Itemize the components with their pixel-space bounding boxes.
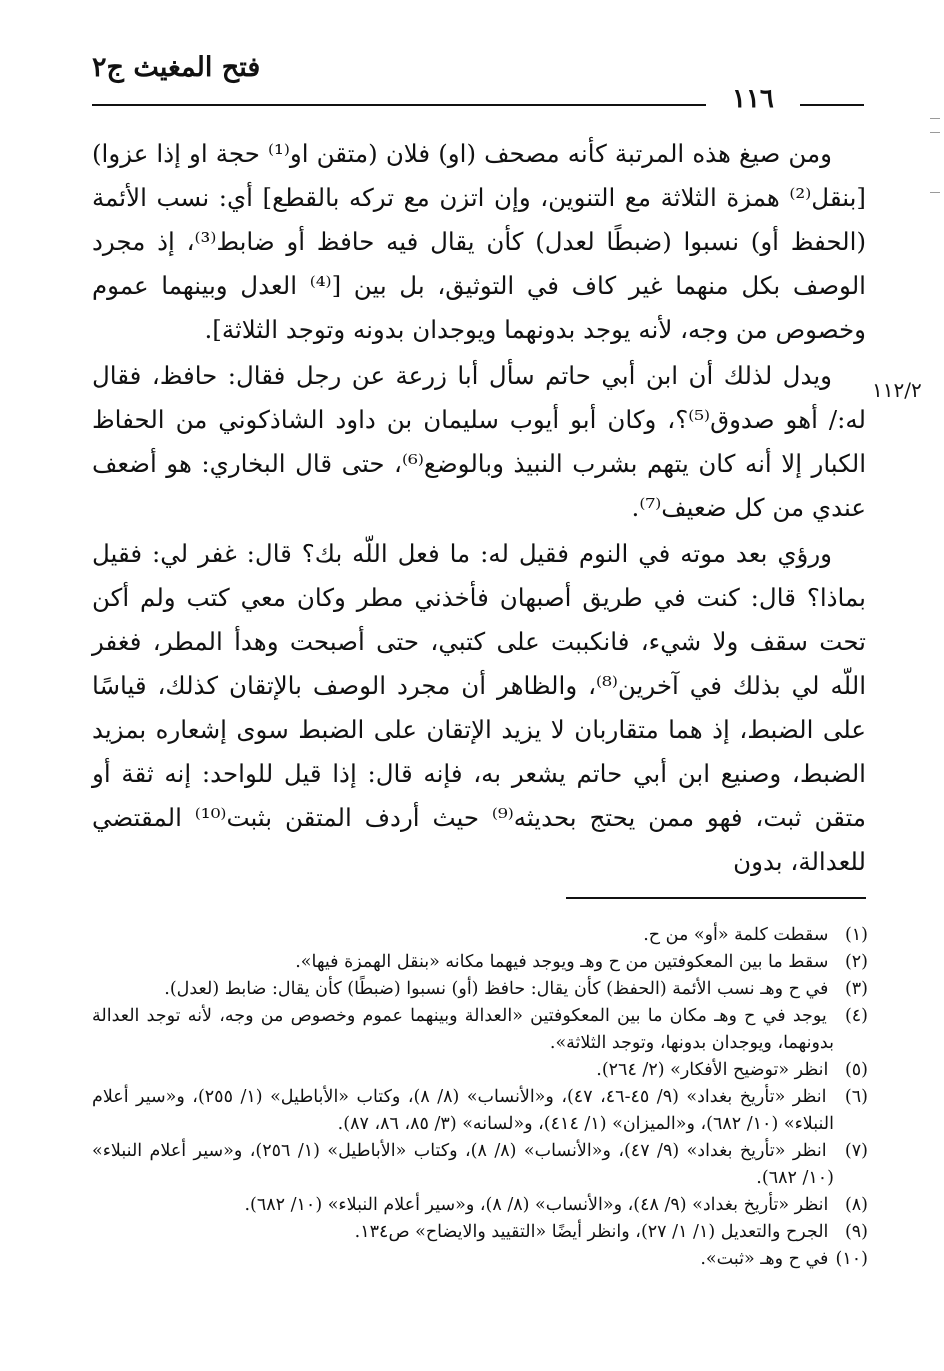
footnote (92, 976, 868, 1003)
footnote-text: انظر «تأريخ بغداد» (٩/ ٤٧)، و«الأنساب» (٨/ ٨)، وكتاب «الأباطيل» (١/ ٢٥٦)، و«سير أعلام النبلاء» (١٠/ ٦٨٢). (92, 1141, 834, 1188)
footnote-marker: (٧) (844, 1141, 868, 1161)
footnote-marker: (١٠) (835, 1249, 868, 1269)
scan-edge-mark (930, 192, 940, 193)
paragraph: ورؤي بعد موته في النوم فقيل له: ما فعل اللّه بك؟ قال: غفر لي: فقيل بماذا؟ قال: كنت في طريق أصبهان فأخذني مطر وكان معي كتب ولم أكن تحت سقف ولا شيء، فانكببت على كتبي، حتى أصبحت وهدأ المطر، فغفر اللّه لي بذلك في آخرين⁽⁸⁾، والظاهر أن مجرد الوصف بالإتقان كذلك، قياسًا على الضبط، إذ هما متقاربان لا يزيد الإتقان على الضبط سوى إشعاره بمزيد الضبط، وصنيع ابن أبي حاتم يشعر به، فإنه قال: إذا قيل للواحد: إنه ثقة أو متقن ثبت، فهو ممن يحتج بحديثه⁽⁹⁾ حيث أردف المتقن بثبت⁽¹⁰⁾ المقتضي للعدالة، بدون (92, 539, 867, 876)
footnote (92, 1219, 868, 1246)
footnote-text: انظر «تأريخ بغداد» (٩/ ٤٥-٤٦، ٤٧)، و«الأنساب» (٨/ ٨)، وكتاب «الأباطيل» (١/ ٢٥٥)، و«سير أعلام النبلاء» (١٠/ ٦٨٢)، و«الميزان» (١/ ٤١٤)، و«لسانه» (٣/ ٨٥، ٨٦، ٨٧). (92, 1087, 834, 1134)
footnote (92, 1084, 868, 1138)
footnote-text: في ح وهـ نسب الأئمة (الحفظ) كأن يقال: حافظ (أو) نسبوا (ضبطًا) كأن يقال: ضابط (لعدل). (164, 979, 829, 999)
footnote-text: انظر «توضيح الأفكار» (٢/ ٢٦٤). (596, 1060, 829, 1080)
footnote-marker: (٨) (844, 1195, 868, 1215)
footnote-marker: (٢) (844, 952, 868, 972)
footnote-text: سقط ما بين المعكوفتين من ح وهـ ويوجد فيهما مكانه «بنقل الهمزة فيها». (295, 952, 829, 972)
footnote (92, 922, 868, 949)
footnote-text: انظر «تأريخ بغداد» (٩/ ٤٨)، و«الأنساب» (٨/ ٨)، و«سير أعلام النبلاء» (١٠/ ٦٨٢). (244, 1195, 829, 1215)
footnote (92, 1192, 868, 1219)
footnote-marker: (١) (844, 925, 868, 945)
footnote (92, 1246, 868, 1273)
footnote (92, 1138, 868, 1192)
footnote-separator (566, 897, 866, 899)
main-text (92, 132, 866, 884)
page-number: ١١٦ (732, 84, 774, 114)
scan-edge-mark (930, 132, 940, 133)
footnote-text: سقطت كلمة «أو» من ح. (643, 925, 829, 945)
scan-edge-mark (930, 118, 940, 119)
footnote-text: في ح وهـ «ثبت». (700, 1249, 829, 1269)
footnote-marker: (٤) (844, 1006, 868, 1026)
header-rule (92, 104, 706, 106)
footnote (92, 949, 868, 976)
footnote-marker: (٥) (844, 1060, 868, 1080)
footnote-marker: (٩) (844, 1222, 868, 1242)
footnote-text: الجرح والتعديل (١/ ١/ ٢٧)، وانظر أيضًا «التقييد والايضاح» ص١٣٤. (354, 1222, 829, 1242)
paragraph: ومن صيغ هذه المرتبة كأنه مصحف (او) فلان (متقن او⁽¹⁾ حجة او إذا عزوا) [بنقل⁽²⁾ همزة الثلاثة مع التنوين، وإن اتزن مع تركه بالقطع] أي: نسب الأئمة (الحفظ أو) نسبوا (ضبطًا لعدل) كأن يقال فيه حافظ أو ضابط⁽³⁾، إذ مجرد الوصف بكل منهما غير كاف في التوثيق، بل بين [⁽⁴⁾ العدل وبينهما عموم وخصوص من وجه، لأنه يوجد بدونهما ويوجدان بدونه وتوجد الثلاثة]. (92, 139, 866, 344)
paragraph: ويدل لذلك أن ابن أبي حاتم سأل أبا زرعة عن رجل فقال: حافظ، فقال له:/ أهو صدوق⁽⁵⁾؟، وكان أبو أيوب سليمان بن داود الشاذكوني من الحفاظ الكبار إلا أنه كان يتهم بشرب النبيذ وبالوضع⁽⁶⁾، حتى قال البخاري: هو أضعف عندي من كل ضعيف⁽⁷⁾. (92, 361, 866, 522)
footnote (92, 1057, 868, 1084)
running-title: فتح المغيث ج٢ (92, 52, 261, 83)
footnote-marker: (٣) (844, 979, 868, 999)
margin-page-reference: ١١٢/٢ (872, 378, 922, 402)
footnote-text: يوجد في ح وهـ مكان ما بين المعكوفتين «العدالة وبينهما عموم وخصوص من وجه، لأنه توجد العدالة بدونهما، ويوجدان بدونها، وتوجد الثلاثة». (92, 1006, 834, 1053)
footnote (92, 1003, 868, 1057)
footnotes (92, 922, 868, 1273)
header-rule-short (800, 104, 864, 106)
footnote-marker: (٦) (844, 1087, 868, 1107)
